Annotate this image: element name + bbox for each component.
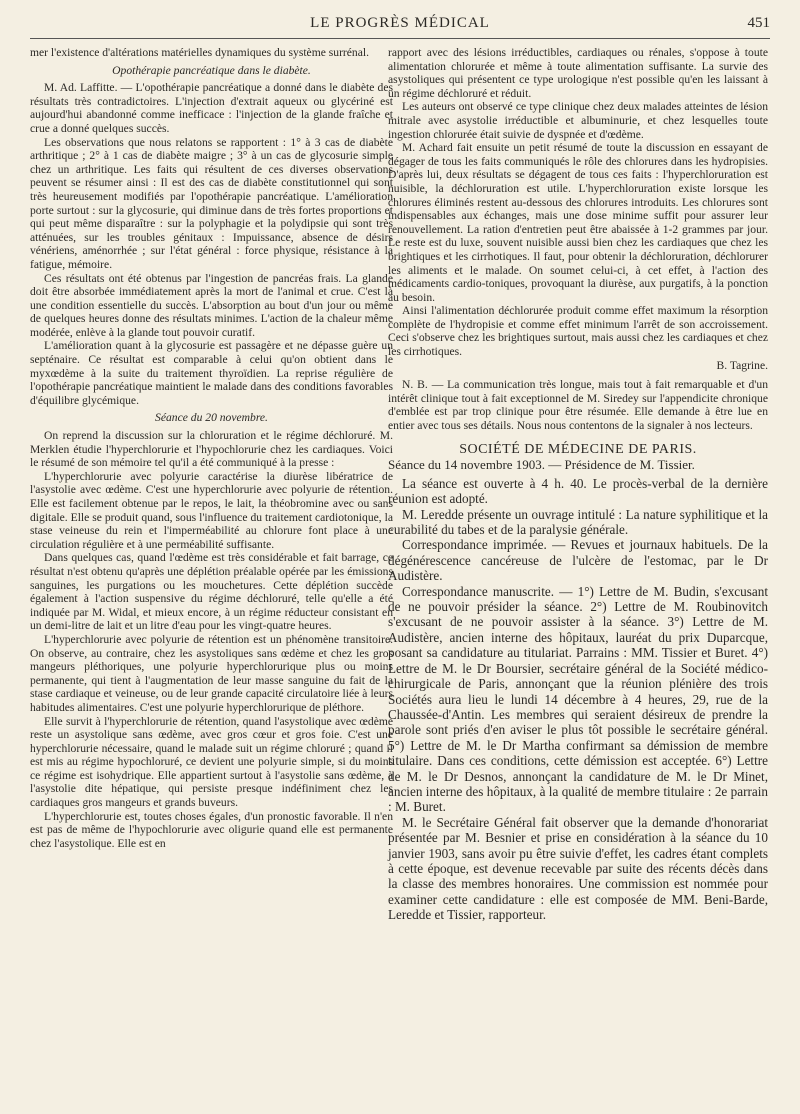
right-column bbox=[388, 46, 768, 923]
session-heading: Séance du 20 novembre. bbox=[155, 411, 268, 425]
page-number: 451 bbox=[747, 15, 770, 31]
paragraph: Les auteurs ont observé ce type clinique chez deux malades atteintes de lésion mitrale avec asystolie irréductible et albuminurie, et chez lesquelles toute ingestion chlorurée était suivie de dyspnée et d'œdème. bbox=[388, 100, 768, 141]
paragraph: Ces résultats ont été obtenus par l'ingestion de pancréas frais. La glande doit être absorbée immédiatement après la mort de l'animal et crue. C'est là une condition essentielle du succès. L'absorption au bout d'un jour ou même de quelques heures donne des résultats minimes. L'action de la chaleur même modérée, enlève à la glande tout pouvoir curatif. bbox=[30, 271, 393, 339]
paragraph: Correspondance manuscrite. — 1°) Lettre de M. Budin, s'excusant de ne pouvoir présider la séance. 2°) Lettre de M. Roubinovitch s'excusant de ne pouvoir assister à la séance. 3°) Lettre de M. Audistère, ancien interne des hôpitaux, lauréat du prix Duparcque, posant sa candidature au titulariat. Parrains : MM. Tissier et Buret. 4°) Lettre de M. le Dr Boursier, secrétaire général de la Société médico-chirurgicale de Paris, annonçant que la réunion plénière des trois Sociétés aura lieu le lundi 14 décembre à 4 heures, 29, rue de la Chaussée-d'Antin. Les membres qui seraient désireux de prendre la parole sont priés d'en aviser le plus tôt possible le secrétaire général. 5°) Lettre de M. le Dr Martha confirmant sa démission de membre titulaire. Dans ces conditions, cette démission est acceptée. 6°) Lettre de M. le Dr Desnos, annonçant la candidature de M. le Dr Minet, ancien interne des hôpitaux, à la qualité de membre titulaire : 2e parrain : M. Buret. bbox=[388, 583, 768, 815]
session-subtitle: Séance du 14 novembre 1903. — Présidence de M. Tissier. bbox=[388, 457, 695, 473]
paragraph: M. Achard fait ensuite un petit résumé de toute la discussion en essayant de dégager de tous les faits communiqués le rôle des chlorures dans les hydropisies. D'après lui, deux résultats se dégagent de tous ces faits : l'hyperchloruration est nuisible, la déchloruration est utile. L'hyperchloruration existe lorsque les chlorures éliminés restent au-dessous des chlorures introduits. Les chlorures sont indispensables aux échanges, mais une dose minime suffit pour assurer leur renouvellement. La ration d'entretien peut être abaissée à 1-2 grammes par jour. Le reste est du luxe, souvent nuisible aussi bien chez les cardiaques que chez les brightiques et les cirrhotiques. Il faut, pour obtenir la déchloruration, déchlorurer les aliments et le malade. On soumet celui-ci, à cet effet, à l'action des médicaments cardio-toniques, provoquant la diurèse, aux purgatifs, à la ponction au besoin. bbox=[388, 141, 768, 304]
paragraph: Les observations que nous relatons se rapportent : 1° à 3 cas de diabète arthritique ; 2° à 1 cas de diabète maigre ; 3° à un cas de glycosurie simple chez un arthritique. Les faits qui résultent de ces diverses observations peuvent se résumer ainsi : Il est des cas de diabète constitutionnel qui sont très heureusement modifiés par l'opothérapie pancréatique. L'amélioration porte surtout : sur la glycosurie, qui diminue dans de très fortes proportions et qui peut même disparaître : sur la polyphagie et la polydipsie qui sont très atténuées, sur les troubles génitaux : Impuissance, absence de désirs vénériens, aménorrhée ; sur l'état général : force physique, résistance à la fatigue, mémoire. bbox=[30, 135, 393, 271]
paragraph: Ainsi l'alimentation déchlorurée produit comme effet maximum la résorption complète de l'hydropisie et comme effet minimum l'arrêt de son accroissement. Ceci s'observe chez les brightiques surtout, mais aussi chez les cardiaques et chez les cirrhotiques. bbox=[388, 304, 768, 359]
paragraph: rapport avec des lésions irréductibles, cardiaques ou rénales, s'oppose à toute alimentation chlorurée et même à toute alimentation suffisante. La survie des asystoliques qui présentent ce type urologique n'est possible qu'en les laissant à un régime déchloruré et réduit. bbox=[388, 46, 768, 100]
journal-title: LE PROGRÈS MÉDICAL bbox=[310, 15, 490, 31]
paragraph: mer l'existence d'altérations matérielles dynamiques du système surrénal. bbox=[30, 46, 369, 59]
paragraph: M. Ad. Laffitte. — L'opothérapie pancréatique a donné dans le diabète des résultats très contradictoires. L'injection d'extrait aqueux ou glycériné est aujourd'hui abandonné comme inefficace : l'injection de la glande fraîche et crue a donné quelques succès. bbox=[30, 81, 393, 135]
paragraph: L'amélioration quant à la glycosurie est passagère et ne dépasse guère un septénaire. Ce résultat est comparable à celui qu'on obtient dans le myxœdème à la suite du traitement thyroïdien. La reprise régulière de l'opothérapie pancréatique maintient le malade dans des conditions favorables d'équilibre glycémique. bbox=[30, 339, 393, 407]
left-column bbox=[30, 46, 393, 850]
paragraph: Correspondance imprimée. — Revues et journaux habituels. De la dégénérescence cancéreuse de l'ulcère de l'estomac, par le Dr Audistère. bbox=[388, 537, 768, 584]
paragraph: L'hyperchlorurie avec polyurie de rétention est un phénomène transitoire. On observe, au contraire, chez les asystoliques sans œdème et chez les gros mangeurs pléthoriques, une polyurie hyperchlorurique plus ou moins permanente, qui tient à l'augmentation de leur masse sanguine du fait de la stase cardiaque et veineuse, ou de leur grande capacité circulatoire liée à leurs habitudes alimentaires. C'est une polyurie hyperchlorurique de pléthore. bbox=[30, 632, 393, 714]
paragraph: On reprend la discussion sur la chloruration et le régime déchloruré. M. Merklen étudie l'hyperchlorurie et l'hypochlorurie chez les cardiaques. Voici le résumé de son mémoire tel qu'il a été communiqué à la presse : bbox=[30, 429, 393, 470]
section-heading: Opothérapie pancréatique dans le diabète. bbox=[112, 63, 311, 77]
paragraph: Dans quelques cas, quand l'œdème est très considérable et fait barrage, ce résultat n'est obtenu qu'après une déplétion préalable opérée par les émissions sanguines, les purgations ou les mouchetures. Cette déplétion succède également à l'action suspensive du régime déchloruré, telle qu'elle a été indiquée par M. Widal, et mieux encore, à un régime réducteur consistant en un demi-litre de lait et un litre d'eau pour les vingt-quatre heures. bbox=[30, 551, 393, 633]
author-signature: B. Tagrine. bbox=[716, 358, 768, 372]
paragraph: M. le Secrétaire Général fait observer que la demande d'honorariat présentée par M. Besnier et prise en considération à la séance du 10 janvier 1903, sans avoir pu être suivie d'effet, les cadres étant complets à cette époque, est devenue recevable par suite des récents décès dans la classe des membres honoraires. Une commission est nommée pour examiner cette candidature : elle est composée de MM. Beni-Barde, Leredde et Tissier, rapporteur. bbox=[388, 814, 768, 923]
paragraph: N. B. — La communication très longue, mais tout à fait remarquable et d'un intérêt clinique tout à fait exceptionnel de M. Siredey sur l'appendicite chronique d'emblée est par trop clinique pour être résumée. Elle demande à être lue en entier avec tous ses détails. Nous nous contentons de la signaler à nos lecteurs. bbox=[388, 378, 768, 433]
society-title: SOCIÉTÉ DE MÉDECINE DE PARIS. bbox=[459, 441, 697, 457]
paragraph: M. Leredde présente un ouvrage intitulé : La nature syphilitique et la curabilité du tabes et de la paralysie générale. bbox=[388, 506, 768, 538]
paragraph: La séance est ouverte à 4 h. 40. Le procès-verbal de la dernière réunion est adopté. bbox=[388, 475, 768, 507]
paragraph: L'hyperchlorurie est, toutes choses égales, d'un pronostic favorable. Il n'en est pas de même de l'hypochlorurie avec oligurie quand elle est permanente chez l'asystolique. Elle est en bbox=[30, 809, 393, 850]
page-header bbox=[30, 12, 770, 39]
paragraph: L'hyperchlorurie avec polyurie caractérise la diurèse libératrice de l'asystolie avec œdème. C'est une hyperchlorurie avec polyurie de rétention. Elle est facilement obtenue par le repos, le lait, la théobromine avec ou sans digitale. Elle se produit quand, sous l'influence du traitement cardiotonique, la stase veineuse du rein et l'imperméabilité au chlorure font place à une circulation régulière et à une perméabilité suffisante. bbox=[30, 469, 393, 551]
paragraph: Elle survit à l'hyperchlorurie de rétention, quand l'asystolique avec œdème reste un asystolique sans œdème, avec gros cœur et gros foie. C'est une hyperchlorurie nécessaire, quand le malade suit un régime chloruré ; quand il est mis au régime hypochloruré, ce devient une polyurie simple, si du moins ce régime est isohydrique. Elle appartient surtout à l'asystolie sans œdème, à l'asystolie dite hépatique, qui persiste presque indéfiniment chez les cardiaques gros mangeurs et grands buveurs. bbox=[30, 714, 393, 810]
